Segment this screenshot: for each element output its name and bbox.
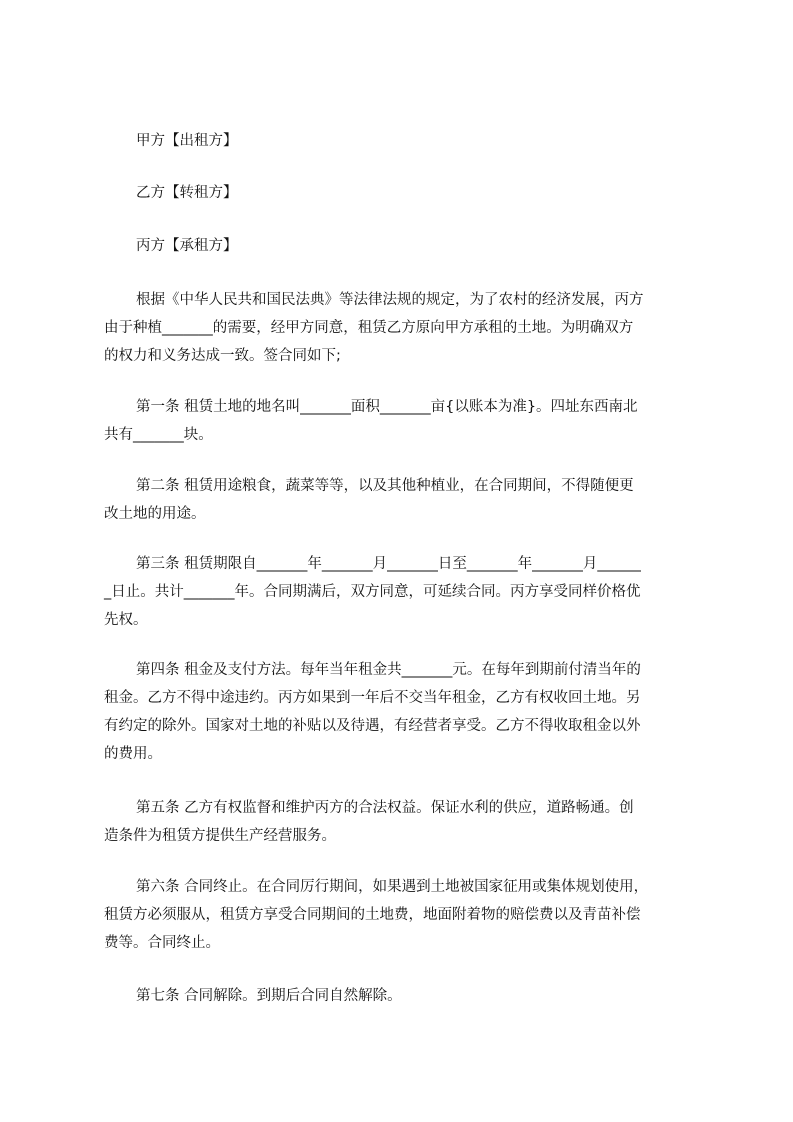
article-1 xyxy=(104,393,704,449)
article-line: 租赁方必须服从，租赁方享受合同期间的土地费，地面附着物的赔偿费以及青苗补偿 xyxy=(104,907,641,923)
article-7 xyxy=(104,982,704,1010)
party-b-text: 乙方【转租方】 xyxy=(136,185,238,201)
article-line: 先权。 xyxy=(104,612,148,628)
article-line: 改土地的用途。 xyxy=(104,506,206,522)
party-a-line xyxy=(104,127,704,155)
article-line: 第二条 租赁用途粮食，蔬菜等等，以及其他种植业，在合同期间，不得随便更 xyxy=(136,478,634,494)
party-b-line xyxy=(104,179,704,207)
party-a-text: 甲方【出租方】 xyxy=(136,133,238,149)
article-4 xyxy=(104,656,704,768)
article-line: 共有_______块。 xyxy=(104,427,213,443)
article-line: 有约定的除外。国家对土地的补贴以及待遇，有经营者享受。乙方不得收取租金以外 xyxy=(104,718,641,734)
article-line: 第三条 租赁期限自_______年_______月_______日至_______年_______月______ xyxy=(136,556,641,572)
article-line: 第四条 租金及支付方法。每年当年租金共_______元。在每年到期前付清当年的 xyxy=(136,662,641,678)
article-2 xyxy=(104,472,704,528)
article-line: 第五条 乙方有权监督和维护丙方的合法权益。保证水利的供应，道路畅通。创 xyxy=(136,800,634,816)
article-3 xyxy=(104,550,704,634)
article-line: 第一条 租赁土地的地名叫_______面积_______亩{以账本为准}。四址东西南北 xyxy=(136,399,638,415)
article-line: 费等。合同终止。 xyxy=(104,935,220,951)
party-c-text: 丙方【承租方】 xyxy=(136,238,238,254)
article-line: 第七条 合同解除。到期后合同自然解除。 xyxy=(136,988,402,1004)
preamble-line: 的权力和义务达成一致。签合同如下; xyxy=(104,348,341,364)
preamble-line: 根据《中华人民共和国民法典》等法律法规的规定，为了农村的经济发展，丙方 xyxy=(136,292,644,308)
article-line: _日止。共计_______年。合同期满后，双方同意，可延续合同。丙方享受同样价格优 xyxy=(104,584,641,600)
article-line: 的费用。 xyxy=(104,746,162,762)
article-line: 造条件为租赁方提供生产经营服务。 xyxy=(104,828,336,844)
article-line: 第六条 合同终止。在合同厉行期间，如果遇到土地被国家征用或集体规划使用， xyxy=(136,879,649,895)
article-line: 租金。乙方不得中途违约。丙方如果到一年后不交当年租金，乙方有权收回土地。另 xyxy=(104,690,641,706)
party-c-line xyxy=(104,232,704,260)
preamble-line: 由于种植_______的需要，经甲方同意，租赁乙方原向甲方承租的土地。为明确双方 xyxy=(104,320,634,336)
article-5 xyxy=(104,794,704,850)
article-6 xyxy=(104,873,704,957)
preamble-paragraph xyxy=(104,286,704,370)
